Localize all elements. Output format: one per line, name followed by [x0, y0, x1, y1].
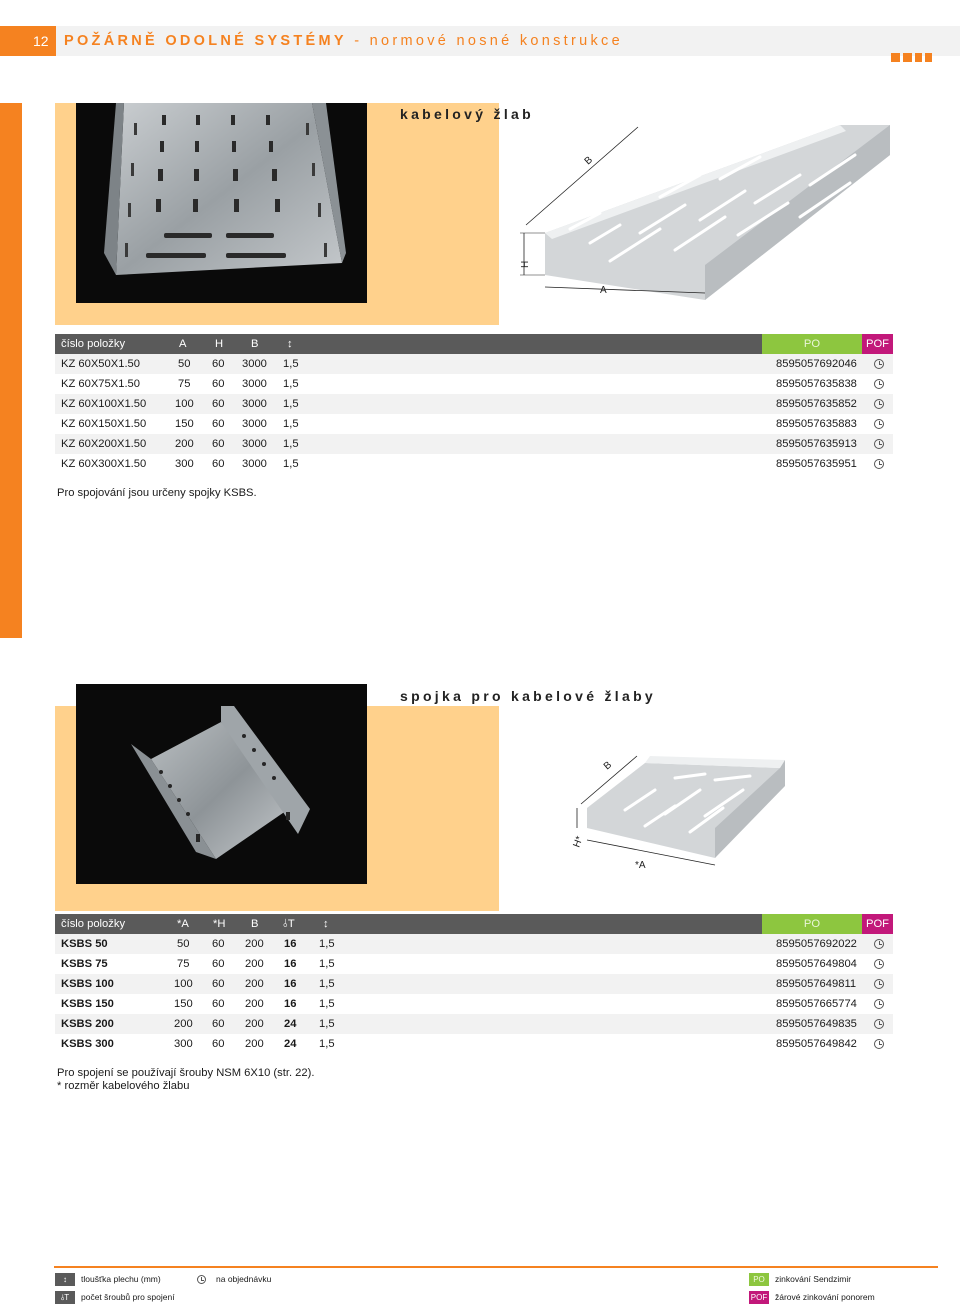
cell-item: KZ 60X50X1.50	[61, 358, 140, 370]
cell-h: 60	[212, 958, 225, 970]
cell-thickness: 1,5	[283, 458, 299, 470]
cell-h: 60	[212, 938, 225, 950]
cell-h: 60	[212, 398, 225, 410]
cell-screws: 16	[284, 998, 297, 1010]
legend-po-badge: PO	[749, 1273, 769, 1286]
col-po: PO	[762, 914, 862, 934]
cell-h: 60	[212, 438, 225, 450]
cell-screws: 24	[284, 1038, 297, 1050]
table-row	[55, 1014, 893, 1034]
cell-code: 8595057649835	[776, 1018, 857, 1030]
cell-a: 300	[175, 458, 194, 470]
col-pof: POF	[862, 334, 893, 354]
cell-h: 60	[212, 358, 225, 370]
cell-code: 8595057635913	[776, 438, 857, 450]
cell-item: KSBS 50	[61, 938, 108, 950]
dim-label-b: B	[601, 759, 615, 773]
table-header	[55, 914, 893, 934]
dim-label-b: B	[582, 154, 595, 168]
cell-thickness: 1,5	[319, 1038, 335, 1050]
cell-thickness: 1,5	[319, 938, 335, 950]
connector-diagram	[565, 728, 795, 870]
cell-a: 300	[174, 1038, 193, 1050]
cell-b: 200	[245, 958, 264, 970]
table-row	[55, 1034, 893, 1054]
dim-label-a: *A	[635, 860, 646, 870]
table-row	[55, 414, 893, 434]
clock-icon	[874, 379, 884, 389]
cell-h: 60	[212, 1038, 225, 1050]
cell-h: 60	[212, 458, 225, 470]
col-item: číslo položky	[61, 918, 126, 930]
legend-thickness-symbol: ↕	[55, 1273, 75, 1286]
note-connection: Pro spojování jsou určeny spojky KSBS.	[57, 487, 257, 499]
cell-code: 8595057635951	[776, 458, 857, 470]
connector-table	[55, 914, 893, 1054]
connector-photo	[76, 684, 367, 884]
cable-tray-table	[55, 334, 893, 474]
dim-label-h: H	[520, 260, 531, 268]
table-row	[55, 454, 893, 474]
cell-h: 60	[212, 998, 225, 1010]
cell-item: KSBS 100	[61, 978, 114, 990]
clock-icon	[197, 1275, 206, 1284]
col-screws: ⫰T	[283, 918, 295, 930]
col-h: H	[215, 338, 224, 350]
cell-thickness: 1,5	[283, 378, 299, 390]
cell-item: KSBS 200	[61, 1018, 114, 1030]
clock-icon	[874, 399, 884, 409]
cable-tray-diagram	[510, 125, 900, 305]
cell-screws: 24	[284, 1018, 297, 1030]
legend-pof-badge: POF	[750, 1293, 768, 1302]
clock-icon	[874, 1019, 884, 1029]
cell-b: 3000	[242, 358, 267, 370]
legend-pof-text: žárové zinkování ponorem	[775, 1292, 875, 1302]
cable-tray-photo	[76, 103, 367, 303]
cell-thickness: 1,5	[319, 958, 335, 970]
cell-a: 150	[174, 998, 193, 1010]
cell-thickness: 1,5	[319, 998, 335, 1010]
clock-icon	[874, 439, 884, 449]
section-title-cable-tray: kabelový žlab	[400, 106, 534, 122]
col-b: B	[251, 918, 259, 930]
side-accent-bar	[0, 103, 22, 638]
cell-thickness: 1,5	[283, 358, 299, 370]
cell-code: 8595057692022	[776, 938, 857, 950]
cell-b: 3000	[242, 398, 267, 410]
clock-icon	[874, 359, 884, 369]
cell-code: 8595057635883	[776, 418, 857, 430]
cell-item: KZ 60X200X1.50	[61, 438, 147, 450]
cell-code: 8595057635838	[776, 378, 857, 390]
cell-thickness: 1,5	[283, 438, 299, 450]
cell-screws: 16	[284, 958, 297, 970]
table-row	[55, 394, 893, 414]
cell-item: KZ 60X300X1.50	[61, 458, 147, 470]
cell-b: 3000	[242, 438, 267, 450]
cell-a: 200	[174, 1018, 193, 1030]
section-title-connector: spojka pro kabelové žlaby	[400, 688, 657, 704]
cell-item: KZ 60X75X1.50	[61, 378, 140, 390]
cell-item: KZ 60X150X1.50	[61, 418, 147, 430]
footer-divider	[54, 1266, 938, 1268]
col-thickness: ↕	[323, 918, 329, 930]
col-h: *H	[213, 918, 226, 930]
dim-label-a: A	[600, 285, 607, 296]
clock-icon	[874, 979, 884, 989]
col-a: A	[179, 338, 187, 350]
cell-code: 8595057649804	[776, 958, 857, 970]
col-item: číslo položky	[61, 338, 126, 350]
cell-item: KSBS 75	[61, 958, 108, 970]
cell-code: 8595057635852	[776, 398, 857, 410]
cell-b: 200	[245, 998, 264, 1010]
clock-icon	[874, 959, 884, 969]
col-a: *A	[177, 918, 189, 930]
cell-a: 150	[175, 418, 194, 430]
col-thickness: ↕	[287, 338, 293, 350]
cell-thickness: 1,5	[319, 978, 335, 990]
table-row	[55, 374, 893, 394]
legend-po-text: zinkování Sendzimir	[775, 1274, 852, 1284]
dim-label-h: H*	[571, 834, 586, 850]
cell-b: 200	[245, 1018, 264, 1030]
cell-a: 200	[175, 438, 194, 450]
cell-screws: 16	[284, 938, 297, 950]
cell-code: 8595057649842	[776, 1038, 857, 1050]
legend-thickness-text: tloušťka plechu (mm)	[81, 1274, 161, 1284]
cell-h: 60	[212, 378, 225, 390]
page-title-main: POŽÁRNĚ ODOLNÉ SYSTÉMY	[64, 33, 347, 49]
cell-item: KSBS 300	[61, 1038, 114, 1050]
cell-h: 60	[212, 978, 225, 990]
clock-icon	[874, 1039, 884, 1049]
table-row	[55, 354, 893, 374]
table-row	[55, 974, 893, 994]
col-b: B	[251, 338, 259, 350]
cell-thickness: 1,5	[283, 418, 299, 430]
cell-b: 3000	[242, 378, 267, 390]
table-row	[55, 994, 893, 1014]
cell-a: 50	[178, 358, 191, 370]
cell-b: 200	[245, 978, 264, 990]
cell-code: 8595057692046	[776, 358, 857, 370]
cell-screws: 16	[284, 978, 297, 990]
cell-h: 60	[212, 1018, 225, 1030]
cell-item: KSBS 150	[61, 998, 114, 1010]
legend-screws-text: počet šroubů pro spojení	[81, 1292, 175, 1302]
cell-b: 3000	[242, 418, 267, 430]
page-title-sub: - normové nosné konstrukce	[346, 33, 623, 49]
cell-item: KZ 60X100X1.50	[61, 398, 147, 410]
note-asterisk: * rozměr kabelového žlabu	[57, 1080, 190, 1092]
clock-icon	[874, 999, 884, 1009]
cell-code: 8595057665774	[776, 998, 857, 1010]
page-number: 12	[0, 26, 56, 56]
cell-a: 50	[177, 938, 190, 950]
col-pof: POF	[862, 914, 893, 934]
cell-a: 75	[178, 378, 191, 390]
col-po: PO	[762, 334, 862, 354]
page-title	[64, 33, 623, 49]
cell-a: 100	[175, 398, 194, 410]
clock-icon	[874, 459, 884, 469]
legend-on-order-text: na objednávku	[216, 1274, 272, 1284]
cell-b: 200	[245, 1038, 264, 1050]
note-screws: Pro spojení se používají šrouby NSM 6X10 (str. 22).	[57, 1067, 315, 1079]
cell-code: 8595057649811	[776, 978, 857, 990]
cell-b: 200	[245, 938, 264, 950]
cell-a: 75	[177, 958, 190, 970]
cell-a: 100	[174, 978, 193, 990]
clock-icon	[874, 419, 884, 429]
table-header	[55, 334, 893, 354]
header-decor	[891, 53, 932, 62]
table-row	[55, 934, 893, 954]
cell-thickness: 1,5	[283, 398, 299, 410]
cell-h: 60	[212, 418, 225, 430]
table-row	[55, 954, 893, 974]
cell-thickness: 1,5	[319, 1018, 335, 1030]
table-row	[55, 434, 893, 454]
legend-screws-symbol: ⫰T	[55, 1291, 75, 1304]
clock-icon	[874, 939, 884, 949]
cell-b: 3000	[242, 458, 267, 470]
